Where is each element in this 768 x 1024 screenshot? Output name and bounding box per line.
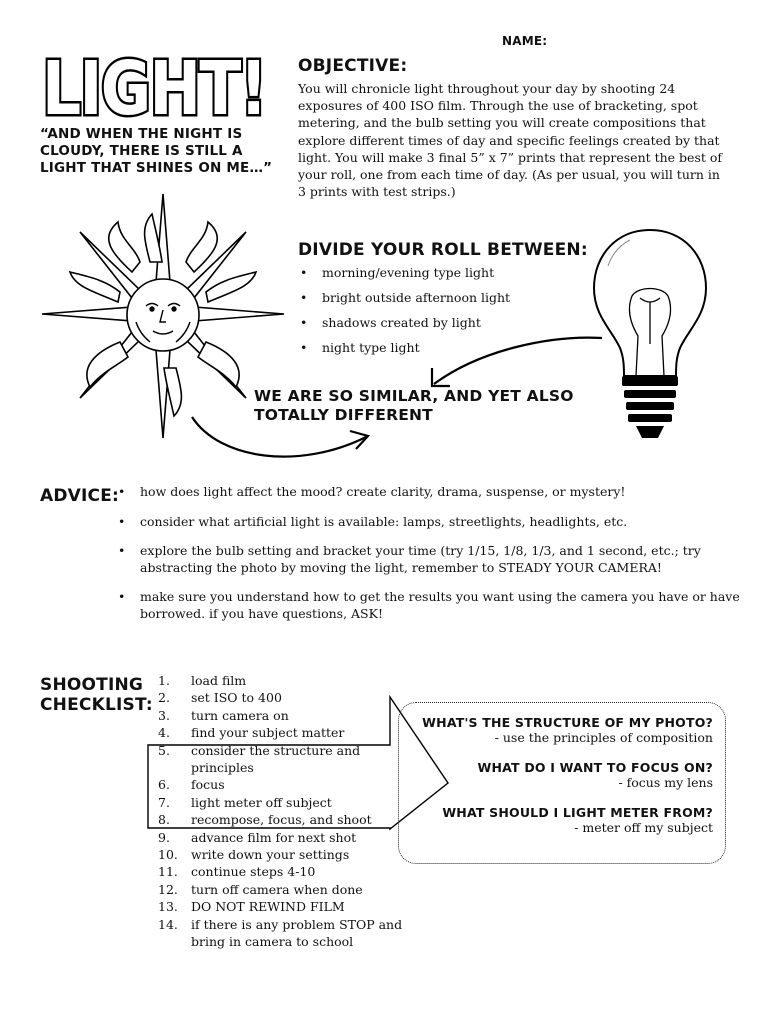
checklist-heading-line: SHOOTING	[40, 675, 144, 695]
item-number: 6.	[158, 777, 170, 793]
item-number: 10.	[158, 847, 178, 863]
item-text: load film	[191, 673, 247, 688]
objective-body: You will chronicle light throughout your day by shooting 24 exposures of 400 ISO film. Through the use of bracketing, spot metering, and the bulb setting you will create compositions that explore different times of day and specific feelings created by that light. You will make 3 final 5” x 7” prints that represent the best of your roll, one from each time of day. (As per usual, you will turn in 3 prints with test strips.)	[298, 81, 723, 200]
curved-arrow-icon	[420, 330, 610, 395]
list-item	[158, 776, 403, 793]
item-number: 12.	[158, 881, 178, 897]
checklist	[158, 672, 403, 951]
similar-caption: WE ARE SO SIMILAR, AND YET ALSO TOTALLY DIFFERENT	[254, 387, 574, 424]
item-text: continue steps 4-10	[191, 864, 316, 880]
item-number: 4.	[158, 725, 170, 741]
item-text: consider the structure and principles	[191, 742, 361, 776]
divide-heading: DIVIDE YOUR ROLL BETWEEN:	[298, 240, 588, 260]
list-item: • consider what artificial light is available: lamps, streetlights, headlights, etc.	[118, 514, 743, 531]
list-item: • bright outside afternoon light	[300, 289, 510, 314]
bubble-answer: - meter off my subject	[574, 820, 713, 835]
item-number: 13.	[158, 899, 178, 915]
sun-icon	[40, 192, 286, 440]
item-text: light meter off subject	[191, 794, 332, 810]
bubble-question: WHAT DO I WANT TO FOCUS ON?	[477, 760, 713, 775]
item-text: advance film for next shot	[191, 829, 357, 845]
name-label: NAME:	[502, 34, 548, 48]
list-item	[158, 863, 403, 880]
item-number: 8.	[158, 812, 170, 828]
page-title	[40, 50, 270, 122]
list-item: • explore the bulb setting and bracket your time (try 1/15, 1/8, 1/3, and 1 second, etc.; try abstracting the photo by moving the light, remember to STEADY YOUR CAMERA!	[118, 543, 743, 576]
item-number: 9.	[158, 829, 170, 845]
list-item	[158, 689, 403, 706]
bubble-answer: - focus my lens	[618, 775, 713, 790]
item-text: if there is any problem STOP and bring in camera to school	[191, 916, 403, 950]
list-item: • shadows created by light	[300, 314, 510, 339]
item-text: set ISO to 400	[191, 690, 282, 706]
item-text: recompose, focus, and shoot	[191, 812, 372, 828]
checklist-heading-line: CHECKLIST:	[40, 695, 153, 715]
checklist-heading	[40, 675, 153, 715]
item-text: turn camera on	[191, 707, 289, 723]
bubble-question: WHAT'S THE STRUCTURE OF MY PHOTO?	[422, 715, 713, 730]
list-item	[158, 707, 403, 724]
item-number: 2.	[158, 690, 170, 706]
question-bubble	[398, 702, 726, 864]
item-number: 5.	[158, 742, 170, 758]
list-item	[158, 742, 403, 777]
item-text: write down your settings	[191, 847, 350, 863]
list-item	[158, 794, 403, 811]
advice-list	[118, 484, 743, 635]
item-text: turn off camera when done	[191, 881, 363, 897]
bubble-question: WHAT SHOULD I LIGHT METER FROM?	[442, 805, 713, 820]
item-text: DO NOT REWIND FILM	[191, 899, 345, 915]
list-item: • make sure you understand how to get the results you want using the camera you have or have borrowed. if you have questions, ASK!	[118, 589, 743, 622]
item-text: find your subject matter	[191, 725, 345, 741]
list-item	[158, 672, 403, 689]
item-number: 1.	[158, 673, 170, 688]
list-item: • morning/evening type light	[300, 264, 510, 289]
list-item	[158, 898, 403, 915]
item-number: 3.	[158, 707, 170, 723]
objective-heading: OBJECTIVE:	[298, 56, 408, 76]
list-item	[158, 881, 403, 898]
list-item	[158, 916, 403, 951]
list-item	[158, 724, 403, 741]
bubble-answer: - use the principles of composition	[494, 730, 713, 745]
list-item: • night type light	[300, 339, 510, 364]
page-title-text: LIGHT!	[42, 50, 266, 122]
list-item: • how does light affect the mood? create clarity, drama, suspense, or mystery!	[118, 484, 743, 501]
list-item	[158, 811, 403, 828]
item-number: 7.	[158, 794, 170, 810]
item-text: focus	[191, 777, 225, 793]
item-number: 11.	[158, 864, 178, 880]
list-item	[158, 829, 403, 846]
advice-heading: ADVICE:	[40, 486, 120, 506]
item-number: 14.	[158, 916, 178, 932]
list-item	[158, 846, 403, 863]
quote: “AND WHEN THE NIGHT IS CLOUDY, THERE IS STILL A LIGHT THAT SHINES ON ME…”	[40, 126, 273, 176]
